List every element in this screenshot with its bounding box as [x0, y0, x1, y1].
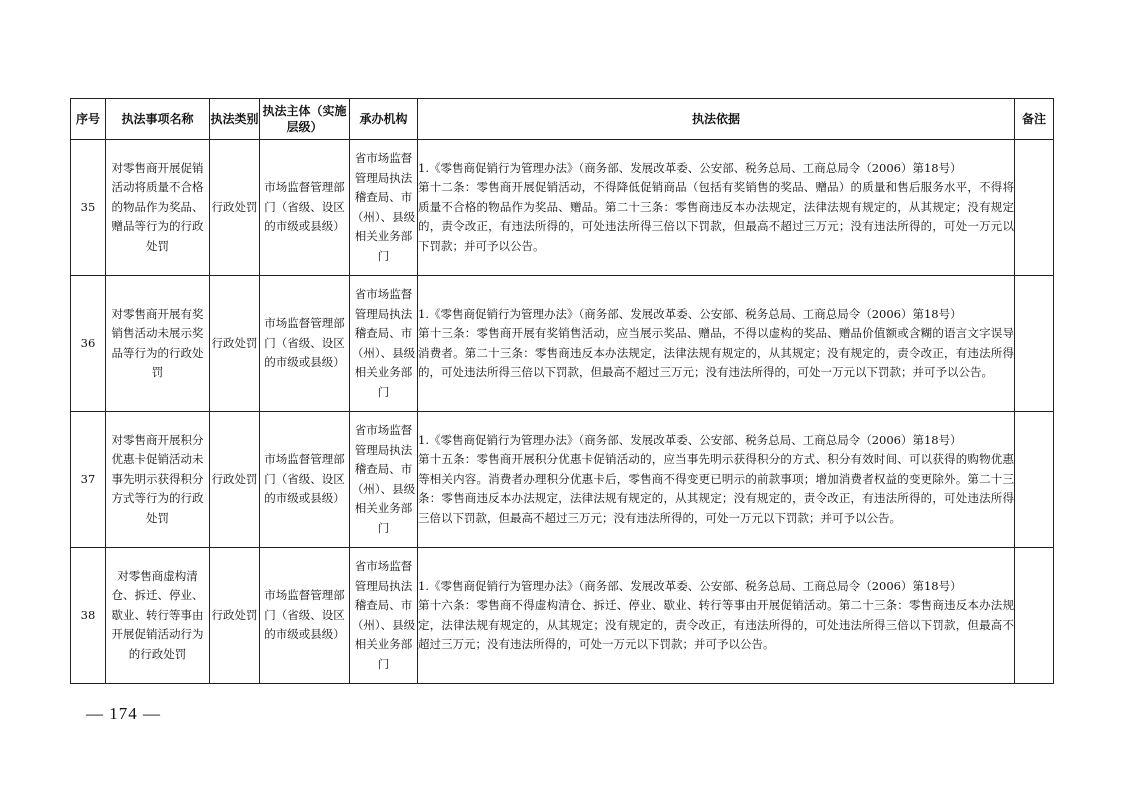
- row-basis: [418, 276, 1015, 412]
- row-type: 行政处罚: [210, 276, 260, 412]
- row-name: 对零售商虚构清仓、拆迁、停业、歇业、转行等事由开展促销活动行为的行政处罚: [106, 548, 210, 684]
- table-row: [71, 276, 1054, 412]
- row-org: 省市场监督管理局执法稽查局、市（州）、县级相关业务部门: [350, 140, 418, 276]
- row-type: 行政处罚: [210, 548, 260, 684]
- table-header-row: [71, 99, 1054, 140]
- row-org: 省市场监督管理局执法稽查局、市（州）、县级相关业务部门: [350, 276, 418, 412]
- row-type: 行政处罚: [210, 412, 260, 548]
- basis-title: 1.《零售商促销行为管理办法》（商务部、发展改革委、公安部、税务总局、工商总局令（2006）第18号）: [418, 160, 962, 175]
- row-subject: 市场监督管理部门（省级、设区的市级或县级）: [260, 548, 350, 684]
- row-type: 行政处罚: [210, 140, 260, 276]
- row-remark: [1015, 140, 1054, 276]
- header-remark: 备注: [1015, 99, 1054, 140]
- row-basis: [418, 412, 1015, 548]
- row-basis: [418, 548, 1015, 684]
- header-name: 执法事项名称: [106, 99, 210, 140]
- table-row: [71, 548, 1054, 684]
- row-subject: 市场监督管理部门（省级、设区的市级或县级）: [260, 412, 350, 548]
- enforcement-table: [70, 98, 1054, 684]
- row-remark: [1015, 276, 1054, 412]
- row-no: 35: [71, 140, 106, 276]
- row-name: 对零售商开展有奖销售活动未展示奖品等行为的行政处罚: [106, 276, 210, 412]
- header-no: 序号: [71, 99, 106, 140]
- table-row: [71, 412, 1054, 548]
- basis-body: 第十三条：零售商开展有奖销售活动，应当展示奖品、赠品，不得以虚构的奖品、赠品价值额或含糊的语言文字误导消费者。第二十三条：零售商违反本办法规定，法律法规有规定的，从其规定；没有规定的，责令改正，有违法所得的，可处违法所得三倍以下罚款，但最高不超过三万元；没有违法所得的，可处一万元以下罚款；并可予以公告。: [418, 326, 1014, 379]
- row-no: 36: [71, 276, 106, 412]
- header-org: 承办机构: [350, 99, 418, 140]
- row-remark: [1015, 548, 1054, 684]
- basis-title: 1.《零售商促销行为管理办法》（商务部、发展改革委、公安部、税务总局、工商总局令（2006）第18号）: [418, 306, 962, 321]
- basis-body: 第十五条：零售商开展积分优惠卡促销活动的，应当事先明示获得积分的方式、积分有效时间、可以获得的购物优惠等相关内容。消费者办理积分优惠卡后，零售商不得变更已明示的前款事项；增加消费者权益的变更除外。第二十三条：零售商违反本办法规定，法律法规有规定的，从其规定；没有规定的，责令改正，有违法所得的，可处违法所得三倍以下罚款，但最高不超过三万元；没有违法所得的，可处一万元以下罚款；并可予以公告。: [418, 452, 1014, 525]
- row-org: 省市场监督管理局执法稽查局、市（州）、县级相关业务部门: [350, 548, 418, 684]
- header-subject: 执法主体（实施层级）: [260, 99, 350, 140]
- page-number: — 174 —: [86, 704, 161, 723]
- basis-title: 1.《零售商促销行为管理办法》（商务部、发展改革委、公安部、税务总局、工商总局令（2006）第18号）: [418, 578, 962, 593]
- basis-title: 1.《零售商促销行为管理办法》（商务部、发展改革委、公安部、税务总局、工商总局令（2006）第18号）: [418, 432, 962, 447]
- row-remark: [1015, 412, 1054, 548]
- row-subject: 市场监督管理部门（省级、设区的市级或县级）: [260, 140, 350, 276]
- table-row: [71, 140, 1054, 276]
- row-no: 37: [71, 412, 106, 548]
- row-name: 对零售商开展积分优惠卡促销活动未事先明示获得积分方式等行为的行政处罚: [106, 412, 210, 548]
- row-subject: 市场监督管理部门（省级、设区的市级或县级）: [260, 276, 350, 412]
- header-basis: 执法依据: [418, 99, 1015, 140]
- row-name: 对零售商开展促销活动将质量不合格的物品作为奖品、赠品等行为的行政处罚: [106, 140, 210, 276]
- basis-body: 第十六条：零售商不得虚构清仓、拆迁、停业、歇业、转行等事由开展促销活动。第二十三条：零售商违反本办法规定，法律法规有规定的，从其规定；没有规定的，责令改正，有违法所得的，可处违法所得三倍以下罚款，但最高不超过三万元；没有违法所得的，可处一万元以下罚款；并可予以公告。: [418, 598, 1014, 651]
- basis-body: 第十二条：零售商开展促销活动，不得降低促销商品（包括有奖销售的奖品、赠品）的质量和售后服务水平，不得将质量不合格的物品作为奖品、赠品。第二十三条：零售商违反本办法规定，法律法规有规定的，从其规定；没有规定的，责令改正，有违法所得的，可处违法所得三倍以下罚款，但最高不超过三万元；没有违法所得的，可处一万元以下罚款；并可予以公告。: [418, 180, 1014, 253]
- header-type: 执法类别: [210, 99, 260, 140]
- row-no: 38: [71, 548, 106, 684]
- row-basis: [418, 140, 1015, 276]
- row-org: 省市场监督管理局执法稽查局、市（州）、县级相关业务部门: [350, 412, 418, 548]
